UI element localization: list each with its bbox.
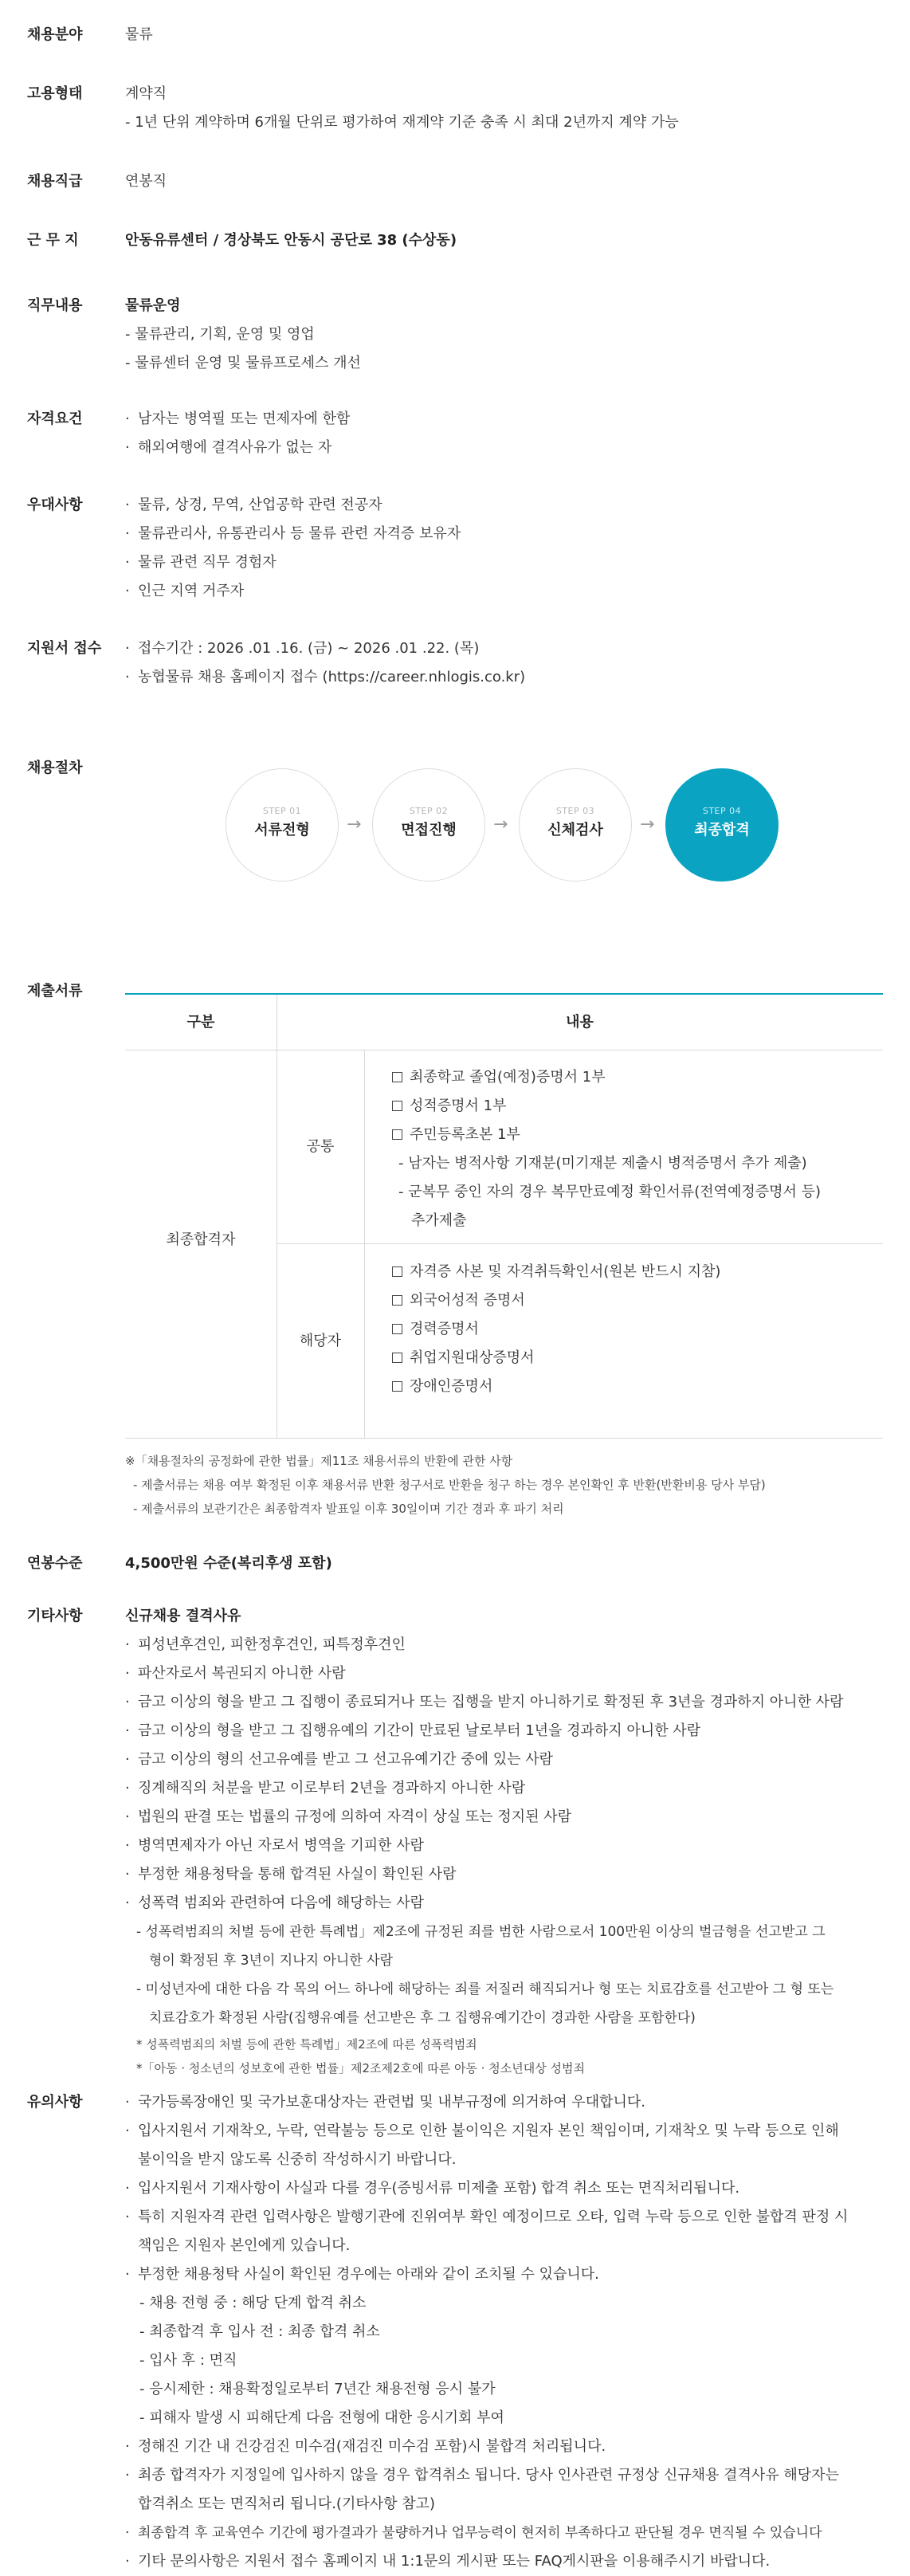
preference-item: 물류 관련 직무 경험자 xyxy=(138,554,277,571)
notice-item-cont: 책임은 지원자 본인에게 있습니다. xyxy=(138,2237,351,2254)
common-list xyxy=(392,1063,870,1235)
etc-item: 금고 이상의 형의 선고유예를 받고 그 선고유예기간 중에 있는 사람 xyxy=(138,1751,553,1768)
bullet-icon: · xyxy=(125,1751,130,1768)
bullet-icon: · xyxy=(125,2467,130,2484)
bullet-icon: · xyxy=(125,583,130,599)
row-label-final: 최종합격자 xyxy=(166,1231,236,1248)
etc-label: 기타사항 xyxy=(27,1608,83,1624)
bullet-icon: · xyxy=(125,525,130,542)
notice-item: 특히 지원자격 관련 입력사항은 발행기관에 진위여부 확인 예정이므로 오타, 입력 누락 등으로 인한 불합격 판정 시 xyxy=(138,2209,849,2225)
applicable-label: 해당자 xyxy=(299,1333,342,1349)
notice-item: 국가등록장애인 및 국가보훈대상자는 관련법 및 내부규정에 의거하여 우대합니다. xyxy=(138,2094,645,2111)
list-subitem: - 군복무 중인 자의 경우 복무만료예정 확인서류(전역예정증명서 등) xyxy=(398,1184,822,1200)
apply-item: 접수기간 : 2026 .01 .16. (금) ~ 2026 .01 .22. (목) xyxy=(138,640,480,657)
table-divider xyxy=(277,1243,883,1244)
bullet-icon: · xyxy=(125,2525,130,2541)
notice-subitem: - 최종합격 후 입사 전 : 최종 합격 취소 xyxy=(139,2323,380,2340)
bullet-icon: · xyxy=(125,2209,130,2225)
step-title: 신체검사 xyxy=(547,822,603,838)
etc-subitem: 치료감호가 확정된 사람(집행유예를 선고받은 후 그 집행유예기간이 경과한 사람을 포함한다) xyxy=(149,2010,696,2026)
notice-subitem: - 입사 후 : 면직 xyxy=(139,2352,237,2369)
etc-item: 법원의 판결 또는 법률의 규정에 의하여 자격이 상실 또는 정지된 사람 xyxy=(138,1808,572,1825)
etc-title: 신규채용 결격사유 xyxy=(125,1608,241,1624)
etc-subitem: - 미성년자에 대한 다음 각 목의 어느 하나에 해당하는 죄를 저질러 해직되거나 형 또는 치료감호를 선고받아 그 형 또는 xyxy=(136,1981,834,1997)
step-number: STEP 02 xyxy=(409,806,449,816)
checkbox-icon xyxy=(392,1295,402,1306)
bullet-icon: · xyxy=(125,2438,130,2455)
table-header xyxy=(125,993,883,1050)
bullet-icon: · xyxy=(125,1665,130,1682)
etc-item: 징계해직의 처분을 받고 이로부터 2년을 경과하지 아니한 사람 xyxy=(138,1780,526,1797)
bullet-icon: · xyxy=(125,1837,130,1854)
bullet-icon: · xyxy=(125,669,130,685)
etc-item: 금고 이상의 형을 받고 그 집행이 종료되거나 또는 집행을 받지 아니하기로 확정된 후 3년을 경과하지 아니한 사람 xyxy=(138,1694,844,1710)
list-subitem: - 남자는 병적사항 기재분(미기재분 제출시 병적증명서 추가 제출) xyxy=(398,1155,807,1172)
notice-label: 유의사항 xyxy=(27,2094,83,2111)
step-medical xyxy=(519,768,632,882)
bullet-icon: · xyxy=(125,2553,130,2570)
etc-footnote: *「아동 · 청소년의 성보호에 관한 법률」제2조제2호에 따른 아동 · 청소년대상 성범죄 xyxy=(136,2061,585,2075)
list-subitem: 추가제출 xyxy=(411,1212,467,1229)
qualification-item: 남자는 병역필 또는 면제자에 한함 xyxy=(138,410,351,427)
notice-item-cont: 불이익을 받지 않도록 신중히 작성하시기 바랍니다. xyxy=(138,2151,457,2168)
bullet-icon: · xyxy=(125,1694,130,1710)
notice-item: 부정한 채용청탁 사실이 확인된 경우에는 아래와 같이 조치될 수 있습니다. xyxy=(138,2266,599,2283)
preference-item: 물류관리사, 유통관리사 등 물류 관련 자격증 보유자 xyxy=(138,525,461,542)
employment-note: - 1년 단위 계약하며 6개월 단위로 평가하여 재계약 기준 충족 시 최대 2년까지 계약 가능 xyxy=(125,114,679,131)
list-item: 주민등록초본 1부 xyxy=(410,1126,520,1143)
arrow-right-icon: → xyxy=(493,815,508,834)
documents-notes xyxy=(125,1449,890,1521)
preference-item: 인근 지역 거주자 xyxy=(138,583,245,599)
checkbox-icon xyxy=(392,1072,402,1082)
duty-item: - 물류센터 운영 및 물류프로세스 개선 xyxy=(125,355,361,371)
common-label: 공통 xyxy=(306,1138,335,1155)
note-line: - 제출서류는 채용 여부 확정된 이후 채용서류 반환 청구서로 반환을 청구 하는 경우 본인확인 후 반환(반환비용 당사 부담) xyxy=(133,1478,766,1492)
documents-label: 제출서류 xyxy=(27,983,83,999)
notice-item: 최종합격 후 교육연수 기간에 평가결과가 불량하거나 업무능력이 현저히 부족하다고 판단될 경우 면직될 수 있습니다 xyxy=(138,2525,822,2541)
step-number: STEP 03 xyxy=(555,806,595,816)
step-title: 면접진행 xyxy=(401,822,457,838)
bullet-icon: · xyxy=(125,640,130,657)
bullet-icon: · xyxy=(125,2266,130,2283)
header-content: 내용 xyxy=(566,1014,594,1031)
table-divider xyxy=(125,1438,883,1439)
location-label: 근 무 지 xyxy=(27,232,79,249)
field-value: 물류 xyxy=(125,26,153,43)
bullet-icon: · xyxy=(125,554,130,571)
step-number: STEP 01 xyxy=(262,806,302,816)
notice-item: 입사지원서 기재사항이 사실과 다를 경우(증빙서류 미제출 포함) 합격 취소 또는 면직처리됩니다. xyxy=(138,2180,740,2197)
arrow-right-icon: → xyxy=(347,815,362,834)
arrow-right-icon: → xyxy=(640,815,655,834)
notice-subitem: - 채용 전형 중 : 해당 단계 합격 취소 xyxy=(139,2295,367,2311)
checkbox-icon xyxy=(392,1353,402,1363)
documents-table xyxy=(125,993,883,1452)
list-item: 경력증명서 xyxy=(410,1321,479,1337)
grade-label: 채용직급 xyxy=(27,173,83,190)
section-process xyxy=(0,754,910,882)
list-item: 자격증 사본 및 자격취득확인서(원본 반드시 지참) xyxy=(410,1263,721,1280)
note-line: - 제출서류의 보관기간은 최종합격자 발표일 이후 30일이며 기간 경과 후 파기 처리 xyxy=(133,1502,564,1516)
note-line: ※「채용절차의 공정화에 관한 법률」제11조 채용서류의 반환에 관한 사항 xyxy=(125,1454,513,1468)
preference-item: 물류, 상경, 무역, 산업공학 관련 전공자 xyxy=(138,497,382,513)
location-value: 안동유류센터 / 경상북도 안동시 공단로 38 (수상동) xyxy=(125,232,457,249)
header-category: 구분 xyxy=(186,1014,215,1031)
bullet-icon: · xyxy=(125,410,130,427)
apply-label: 지원서 접수 xyxy=(27,640,102,657)
duty-item: - 물류관리, 기획, 운영 및 영업 xyxy=(125,326,315,343)
bullet-icon: · xyxy=(125,497,130,513)
section-documents xyxy=(0,977,910,1519)
etc-item: 금고 이상의 형을 받고 그 집행유예의 기간이 만료된 날로부터 1년을 경과하지 아니한 사람 xyxy=(138,1722,701,1739)
notice-subitem: - 피해자 발생 시 피해단계 다음 전형에 대한 응시기회 부여 xyxy=(139,2409,504,2426)
notice-item: 기타 문의사항은 지원서 접수 홈페이지 내 1:1문의 게시판 또는 FAQ게시판을 이용해주시기 바랍니다. xyxy=(138,2553,771,2570)
bullet-icon: · xyxy=(125,1808,130,1825)
notice-item: 최종 합격자가 지정일에 입사하지 않을 경우 합격취소 됩니다. 당사 인사관련 규정상 신규채용 결격사유 해당자는 xyxy=(138,2467,839,2484)
table-divider xyxy=(364,1050,365,1438)
checkbox-icon xyxy=(392,1266,402,1277)
bullet-icon: · xyxy=(125,1636,130,1653)
etc-item: 성폭력 범죄와 관련하여 다음에 해당하는 사람 xyxy=(138,1895,424,1911)
applicable-list xyxy=(392,1258,870,1401)
salary-label: 연봉수준 xyxy=(27,1555,83,1572)
qualification-item: 해외여행에 결격사유가 없는 자 xyxy=(138,439,332,456)
employment-label: 고용형태 xyxy=(27,85,83,102)
etc-subitem: - 성폭력범죄의 처벌 등에 관한 특례법」제2조에 규정된 죄를 범한 사람으로서 100만원 이상의 벌금형을 선고받고 그 xyxy=(136,1924,826,1940)
list-item: 장애인증명서 xyxy=(410,1378,493,1395)
salary-value: 4,500만원 수준(복리후생 포함) xyxy=(125,1555,332,1572)
preference-label: 우대사항 xyxy=(27,497,83,513)
bullet-icon: · xyxy=(125,1895,130,1911)
bullet-icon: · xyxy=(125,2180,130,2197)
apply-item: 농협물류 채용 홈페이지 접수 (https://career.nhlogis.co.kr) xyxy=(138,669,526,685)
qualification-label: 자격요건 xyxy=(27,410,83,427)
field-label: 채용분야 xyxy=(27,26,83,43)
process-label: 채용절차 xyxy=(27,760,83,776)
list-item: 성적증명서 1부 xyxy=(410,1098,507,1114)
step-number: STEP 04 xyxy=(702,806,742,816)
step-interview xyxy=(372,768,485,882)
checkbox-icon xyxy=(392,1324,402,1334)
list-item: 취업지원대상증명서 xyxy=(410,1349,535,1366)
bullet-icon: · xyxy=(125,1722,130,1739)
notice-item-cont: 합격취소 또는 면직처리 됩니다.(기타사항 참고) xyxy=(138,2496,436,2512)
duty-label: 직무내용 xyxy=(27,297,83,314)
etc-item: 파산자로서 복권되지 아니한 사람 xyxy=(138,1665,346,1682)
step-document xyxy=(226,768,339,882)
bullet-icon: · xyxy=(125,1780,130,1797)
bullet-icon: · xyxy=(125,439,130,456)
bullet-icon: · xyxy=(125,1866,130,1883)
bullet-icon: · xyxy=(125,2122,130,2139)
employment-value: 계약직 xyxy=(125,85,167,102)
checkbox-icon xyxy=(392,1381,402,1392)
notice-item: 정해진 기간 내 건강검진 미수검(재검진 미수검 포함)시 불합격 처리됩니다. xyxy=(138,2438,606,2455)
checkbox-icon xyxy=(392,1101,402,1111)
etc-item: 병역면제자가 아닌 자로서 병역을 기피한 사람 xyxy=(138,1837,424,1854)
list-item: 최종학교 졸업(예정)증명서 1부 xyxy=(410,1069,606,1086)
notice-item: 입사지원서 기재착오, 누락, 연락불능 등으로 인한 불이익은 지원자 본인 책임이며, 기재착오 및 누락 등으로 인해 xyxy=(138,2122,839,2139)
checkbox-icon xyxy=(392,1129,402,1140)
etc-item: 부정한 채용청탁을 통해 합격된 사실이 확인된 사람 xyxy=(138,1866,457,1883)
list-item: 외국어성적 증명서 xyxy=(410,1292,525,1309)
etc-subitem: 형이 확정된 후 3년이 지나지 아니한 사람 xyxy=(149,1953,393,1969)
bullet-icon: · xyxy=(125,2094,130,2111)
step-title: 최종합격 xyxy=(694,822,750,838)
etc-footnote: * 성폭력범죄의 처벌 등에 관한 특례법」제2조에 따른 성폭력범죄 xyxy=(136,2037,477,2052)
duty-value: 물류운영 xyxy=(125,297,181,314)
notice-subitem: - 응시제한 : 채용확정일로부터 7년간 채용전형 응시 불가 xyxy=(139,2381,496,2397)
step-final xyxy=(665,768,779,882)
etc-item: 피성년후견인, 피한정후견인, 피특정후견인 xyxy=(138,1636,406,1653)
step-title: 서류전형 xyxy=(254,822,310,838)
grade-value: 연봉직 xyxy=(125,173,167,190)
